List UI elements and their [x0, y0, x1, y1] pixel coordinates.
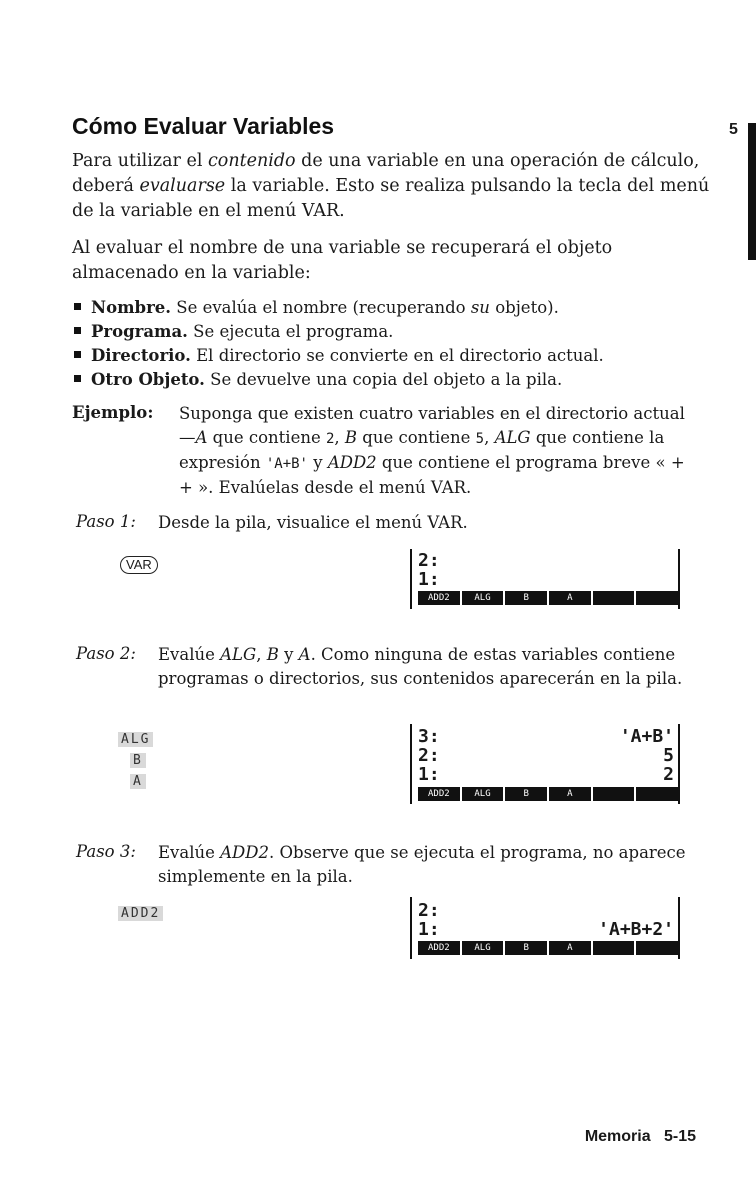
- calculator-screen: 2: 1: ADD2 ALG B A: [410, 549, 680, 609]
- bullet-item: Otro Objeto. Se devuelve una copia del objeto a la pila.: [74, 368, 562, 391]
- menu-bar: ADD2 ALG B A: [418, 787, 678, 801]
- menu-bar: ADD2 ALG B A: [418, 591, 678, 605]
- chapter-number: 5: [729, 121, 738, 138]
- a-softkey[interactable]: A: [130, 770, 146, 789]
- step-label: Paso 1:: [76, 512, 136, 531]
- example-label: Ejemplo:: [72, 403, 154, 422]
- var-key[interactable]: VAR: [120, 556, 158, 574]
- section-title: Cómo Evaluar Variables: [72, 113, 335, 139]
- menu-bar: ADD2 ALG B A: [418, 941, 678, 955]
- bullet-item: Directorio. El directorio se convierte en el directorio actual.: [74, 344, 604, 367]
- alg-softkey[interactable]: ALG: [118, 728, 153, 747]
- add2-softkey[interactable]: ADD2: [118, 902, 163, 921]
- page-footer: Memoria 5-15: [584, 1128, 696, 1145]
- calculator-screen: 2: 1: 'A+B+2' ADD2 ALG B A: [410, 897, 680, 959]
- step-text: Evalúe ADD2. Observe que se ejecuta el programa, no aparece simplemente en la pila.: [158, 843, 686, 886]
- step-text: Evalúe ALG, B y A. Como ninguna de estas variables contiene programas o directorios, sus contenidos aparecerán en la pila.: [158, 645, 683, 688]
- step-text: Desde la pila, visualice el menú VAR.: [158, 513, 468, 532]
- calculator-screen: 3: 'A+B' 2: 5 1: 2 ADD2 ALG B A: [410, 724, 680, 804]
- intro-paragraph-1: Para utilizar el contenido de una variable en una operación de cálculo, deberá evaluarse la variable. Esto se realiza pulsando la tecla del menú de la variable en el menú VAR.: [72, 151, 710, 221]
- intro-paragraph-2: Al evaluar el nombre de una variable se recuperará el objeto almacenado en la variable:: [72, 238, 613, 283]
- example-text: Suponga que existen cuatro variables en el directorio actual—A que contiene 2, B que contiene 5, ALG que contiene la expresión 'A+B' y ADD2 que contiene el programa breve « + + ». Evalúelas desde el menú VAR.: [179, 404, 685, 497]
- bullet-item: Nombre. Se evalúa el nombre (recuperando su objeto).: [74, 296, 559, 319]
- chapter-tab-marker: [748, 123, 756, 260]
- bullet-item: Programa. Se ejecuta el programa.: [74, 320, 393, 343]
- step-label: Paso 2:: [76, 644, 136, 663]
- step-label: Paso 3:: [76, 842, 136, 861]
- b-softkey[interactable]: B: [130, 749, 146, 768]
